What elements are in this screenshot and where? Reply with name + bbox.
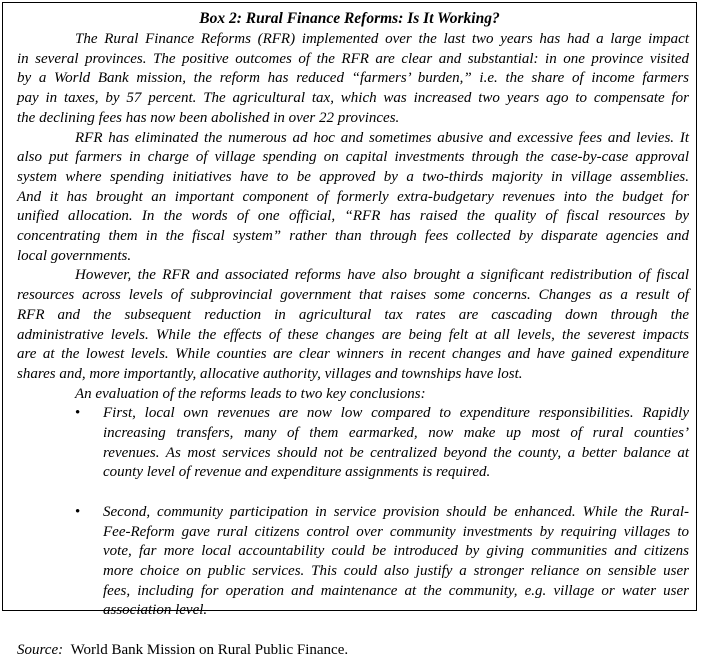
text-line: RFR has eliminated the numerous ad hoc and sometimes abusive and excessive fees and levies. It bbox=[75, 129, 689, 146]
text-line: are at the lowest levels. While counties are clear winners in recent changes and have gained expenditure bbox=[17, 346, 689, 363]
box-title: Box 2: Rural Finance Reforms: Is It Working? bbox=[199, 10, 500, 27]
text-line: local governments. bbox=[17, 247, 132, 264]
source-label: Source: bbox=[17, 641, 64, 658]
text-line: Fee-Reform gave rural citizens control over community investments by requiring villages to bbox=[103, 523, 689, 540]
text-line: administrative levels. While the effects of these changes are being felt at all levels, the severest impacts bbox=[17, 326, 689, 343]
bullet-icon: • bbox=[75, 405, 81, 422]
text-line: However, the RFR and associated reforms have also brought a significant redistribution of fiscal bbox=[75, 267, 689, 284]
text-line: vote, far more local accountability could be introduced by giving communities and citizens bbox=[103, 543, 689, 560]
text-line: Second, community participation in service provision should be enhanced. While the Rural- bbox=[103, 503, 689, 520]
spacer bbox=[17, 621, 689, 641]
text-box bbox=[2, 2, 697, 658]
bullet-icon: • bbox=[75, 503, 81, 520]
box-content bbox=[17, 30, 689, 660]
paragraph bbox=[17, 129, 689, 267]
bullet-item bbox=[17, 404, 689, 483]
paragraph bbox=[17, 385, 689, 405]
text-line: concentrating them in the fiscal system” rather than through fees collected by disparate agencies and bbox=[17, 228, 689, 245]
text-line: the declining fees has now been abolished in over 22 provinces. bbox=[17, 109, 400, 126]
text-line: also put farmers in charge of village spending on capital investments through the case-by-case approval bbox=[17, 149, 689, 166]
text-line: county level of revenue and expenditure assignments is required. bbox=[103, 464, 491, 481]
text-line: RFR and the subsequent reduction in agricultural tax rates are cascading down through the bbox=[17, 306, 689, 323]
text-line: shares and, more importantly, allocative authority, villages and townships have lost. bbox=[17, 365, 523, 382]
text-line: First, local own revenues are now low compared to expenditure responsibilities. Rapidly bbox=[103, 405, 689, 422]
text-line: increasing transfers, many of them earmarked, now make up most of rural counties’ bbox=[103, 425, 689, 442]
source-note bbox=[17, 641, 689, 660]
spacer bbox=[17, 483, 689, 503]
text-line: by a World Bank mission, the reform has reduced “farmers’ burden,” i.e. the share of income farmers bbox=[17, 70, 689, 87]
paragraph bbox=[17, 266, 689, 384]
text-line: revenues. As most services should not be centralized beyond the county, a better balance at bbox=[103, 444, 689, 461]
text-line: resources across levels of subprovincial government that raises some concerns. Changes as a result of bbox=[17, 287, 689, 304]
text-line: unified allocation. In the words of one official, “RFR has raised the quality of fiscal resources by bbox=[17, 208, 689, 225]
text-line: more choice on public services. This could also justify a stronger reliance on sensible user bbox=[103, 562, 689, 579]
paragraph bbox=[17, 30, 689, 129]
source-text: World Bank Mission on Rural Public Finance. bbox=[70, 641, 349, 658]
text-line: in several provinces. The positive outcomes of the RFR are clear and substantial: in one province visited bbox=[17, 50, 689, 67]
text-line: association level. bbox=[103, 602, 208, 619]
text-line: The Rural Finance Reforms (RFR) implemented over the last two years has had a large impact bbox=[75, 31, 689, 47]
text-line: An evaluation of the reforms leads to two key conclusions: bbox=[75, 385, 426, 402]
text-line: And it has brought an important component of formerly extra-budgetary revenues into the budget for bbox=[17, 188, 689, 205]
text-line: system where spending initiatives have to be approved by a two-thirds majority in village assemblies. bbox=[17, 168, 689, 185]
text-line: pay in taxes, by 57 percent. The agricultural tax, which was increased two years ago to compensate for bbox=[17, 90, 689, 107]
bullet-item bbox=[17, 503, 689, 621]
text-line: fees, including for operation and maintenance at the community, e.g. village or water user bbox=[103, 582, 689, 599]
